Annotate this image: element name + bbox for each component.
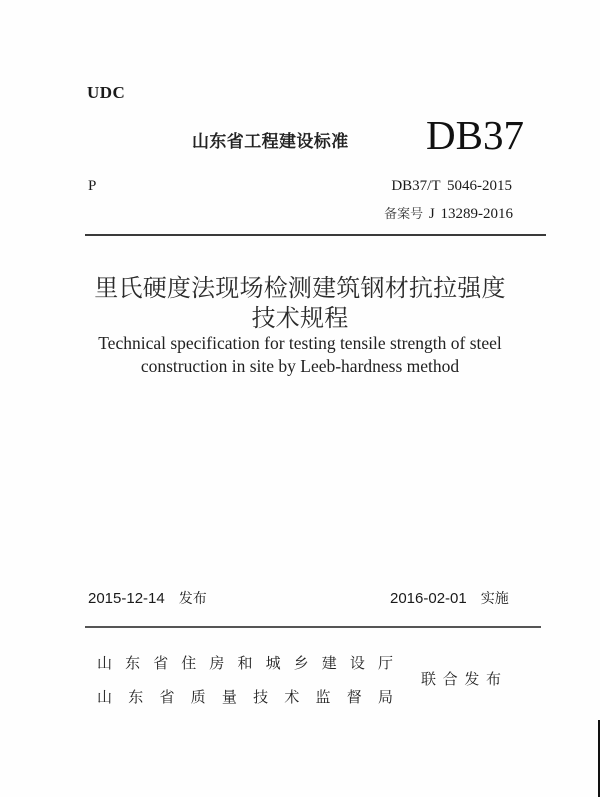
implementation-date — [390, 588, 509, 608]
title-chinese-line-2: 技术规程 — [251, 304, 349, 332]
db-code: DB37 — [426, 112, 524, 158]
issuer-char: 省 — [159, 688, 175, 706]
issuer-quality-bureau — [97, 686, 393, 707]
issuer-char: 厅 — [377, 654, 393, 672]
issue-date-value: 2015-12-14 — [88, 590, 165, 607]
issuer-char: 东 — [125, 654, 141, 672]
bottom-divider — [85, 626, 541, 628]
issuer-char: 质 — [190, 688, 206, 706]
implementation-date-label: 实施 — [480, 591, 509, 607]
standard-organization: 山东省工程建设标准 — [192, 132, 349, 152]
issuer-char: 乡 — [293, 654, 309, 672]
implementation-date-value: 2016-02-01 — [390, 590, 467, 607]
issue-date — [88, 588, 207, 608]
issuer-char: 山 — [97, 654, 113, 672]
title-english-line-2: construction in site by Leeb-hardness method — [140, 356, 460, 376]
issuer-char: 局 — [377, 688, 393, 706]
joint-char: 发 — [464, 670, 480, 688]
issue-date-label: 发布 — [178, 591, 207, 607]
joint-release-label — [421, 668, 501, 689]
title-english-line-1: Technical specification for testing tensile strength of steel — [98, 333, 502, 353]
issuer-housing-department — [97, 652, 393, 673]
issuer-char: 城 — [265, 654, 281, 672]
issuer-char: 建 — [321, 654, 337, 672]
issuer-char: 和 — [237, 654, 253, 672]
udc-label: UDC — [87, 83, 126, 102]
issuer-char: 监 — [315, 688, 331, 706]
record-number — [384, 203, 513, 223]
issuer-char: 督 — [346, 688, 362, 706]
issuer-char: 东 — [128, 688, 144, 706]
classification-code: P — [88, 178, 97, 194]
record-value: J 13289-2016 — [428, 206, 513, 222]
issuer-char: 房 — [209, 654, 225, 672]
issuer-char: 省 — [153, 654, 169, 672]
standard-number: DB37/T 5046-2015 — [391, 178, 512, 194]
title-chinese-line-1: 里氏硬度法现场检测建筑钢材抗拉强度 — [94, 274, 506, 302]
issuer-char: 山 — [97, 688, 113, 706]
joint-char: 联 — [421, 670, 437, 688]
issuer-char: 设 — [349, 654, 365, 672]
record-label: 备案号 — [384, 207, 424, 222]
issuer-char: 住 — [181, 654, 197, 672]
issuer-char: 量 — [221, 688, 237, 706]
top-divider — [85, 234, 546, 236]
joint-char: 布 — [485, 670, 501, 688]
issuer-char: 术 — [284, 688, 300, 706]
issuer-char: 技 — [253, 688, 269, 706]
joint-char: 合 — [442, 670, 458, 688]
